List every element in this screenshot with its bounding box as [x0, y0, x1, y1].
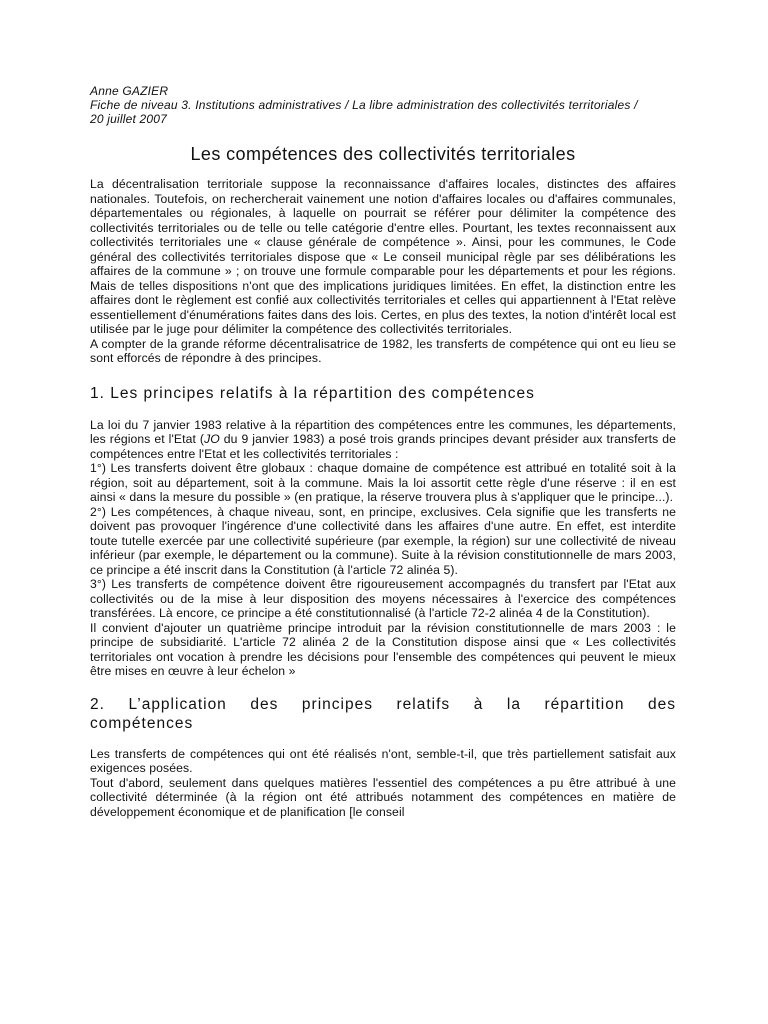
section-1-paragraph-1-end: du 9 janvier 1983) a posé trois grands principes devant présider aux transferts de compétences entre l'Etat et les collectivités territoriales :	[90, 432, 676, 461]
section-1-paragraph-1	[90, 418, 676, 462]
document-page	[90, 84, 676, 819]
section-1-paragraph-5: Il convient d'ajouter un quatrième principe introduit par la révision constitutionnelle de mars 2003 : le principe de subsidiarité. L'article 72 alinéa 2 de la Constitution dispose ainsi que « Les collectivités territoriales ont vocation à prendre les décisions pour l'ensemble des compétences qui peuvent le mieux être mises en œuvre à leur échelon »	[90, 620, 676, 678]
section-2-paragraph-2: Tout d'abord, seulement dans quelques matières l'essentiel des compétences a pu être attribué à une collectivité déterminée (à la région ont été attribués notamment des compétences en matière de développement économique et de planification [le conseil	[90, 775, 676, 819]
intro-paragraph-2: A compter de la grande réforme décentralisatrice de 1982, les transferts de compétence qui ont eu lieu se sont efforcés de répondre à des principes.	[90, 336, 676, 365]
document-title: Les compétences des collectivités territoriales	[190, 144, 576, 164]
document-header	[90, 84, 676, 126]
journal-officiel-abbrev: JO	[204, 432, 220, 446]
fiche-reference: Fiche de niveau 3. Institutions administratives / La libre administration des collectivités territoriales /	[90, 98, 638, 112]
section-1-paragraph-1-start: La loi du 7 janvier 1983 relative à la répartition des compétences entre les communes, les départements, les régions et l'Etat (	[90, 417, 676, 446]
section-1-paragraph-2: 1°) Les transferts doivent être globaux : chaque domaine de compétence est attribué en totalité soit à la région, soit au département, soit à la commune. Mais la loi assortit cette règle d'une réserve : il en est ainsi « dans la mesure du possible » (en pratique, la réserve trouvera plus à s'appliquer que le principe...).	[90, 461, 676, 504]
section-1-paragraph-3: 2°) Les compétences, à chaque niveau, sont, en principe, exclusives. Cela signifie que les transferts ne doivent pas provoquer l'ingérence d'une collectivité dans les affaires d'une autre. En effet, est interdite toute tutelle exercée par une collectivité supérieure (par exemple, la région) sur une collectivité de niveau inférieur (par exemple, le département ou la commune). Suite à la révision constitutionnelle de mars 2003, ce principe a été inscrit dans la Constitution (à l'article 72 alinéa 5).	[90, 504, 676, 577]
section-1-title: 1. Les principes relatifs à la répartition des compétences	[90, 384, 535, 402]
section-2-title: 2. L’application des principes relatifs à la répartition des compétences	[90, 695, 676, 732]
document-date: 20 juillet 2007	[90, 112, 168, 126]
intro-paragraph-1: La décentralisation territoriale suppose la reconnaissance d'affaires locales, distinctes des affaires nationales. Toutefois, on rechercherait vainement une notion d'affaires locales ou d'affaires communales, départementales ou régionales, à laquelle on pourrait se référer pour délimiter la compétence des collectivités territoriales ou de telle ou telle catégorie d'entre elles. Pourtant, les textes reconnaissent aux collectivités territoriales une « clause générale de compétence ». Ainsi, pour les communes, le Code général des collectivités territoriales dispose que « Le conseil municipal règle par ses délibérations les affaires de la commune » ; on trouve une formule comparable pour les départements et pour les régions. Mais de telles dispositions n'ont que des implications juridiques limitées. En effet, la distinction entre les affaires dont le règlement est confié aux collectivités territoriales et celles qui appartiennent à l'Etat relève essentiellement d'énumérations faites dans des lois. Certes, en plus des textes, la notion d'intérêt local est utilisée par le juge pour délimiter la compétence des collectivités territoriales.	[90, 177, 676, 336]
author-name: Anne GAZIER	[90, 84, 169, 98]
section-1-paragraph-4: 3°) Les transferts de compétence doivent être rigoureusement accompagnés du transfert par l'Etat aux collectivités ou de la mise à leur disposition des moyens nécessaires à l'exercice des compétences transférées. Là encore, ce principe a été constitutionnalisé (à l'article 72-2 alinéa 4 de la Constitution).	[90, 577, 676, 620]
section-2-paragraph-1: Les transferts de compétences qui ont été réalisés n'ont, semble-t-il, que très partiellement satisfait aux exigences posées.	[90, 746, 676, 775]
